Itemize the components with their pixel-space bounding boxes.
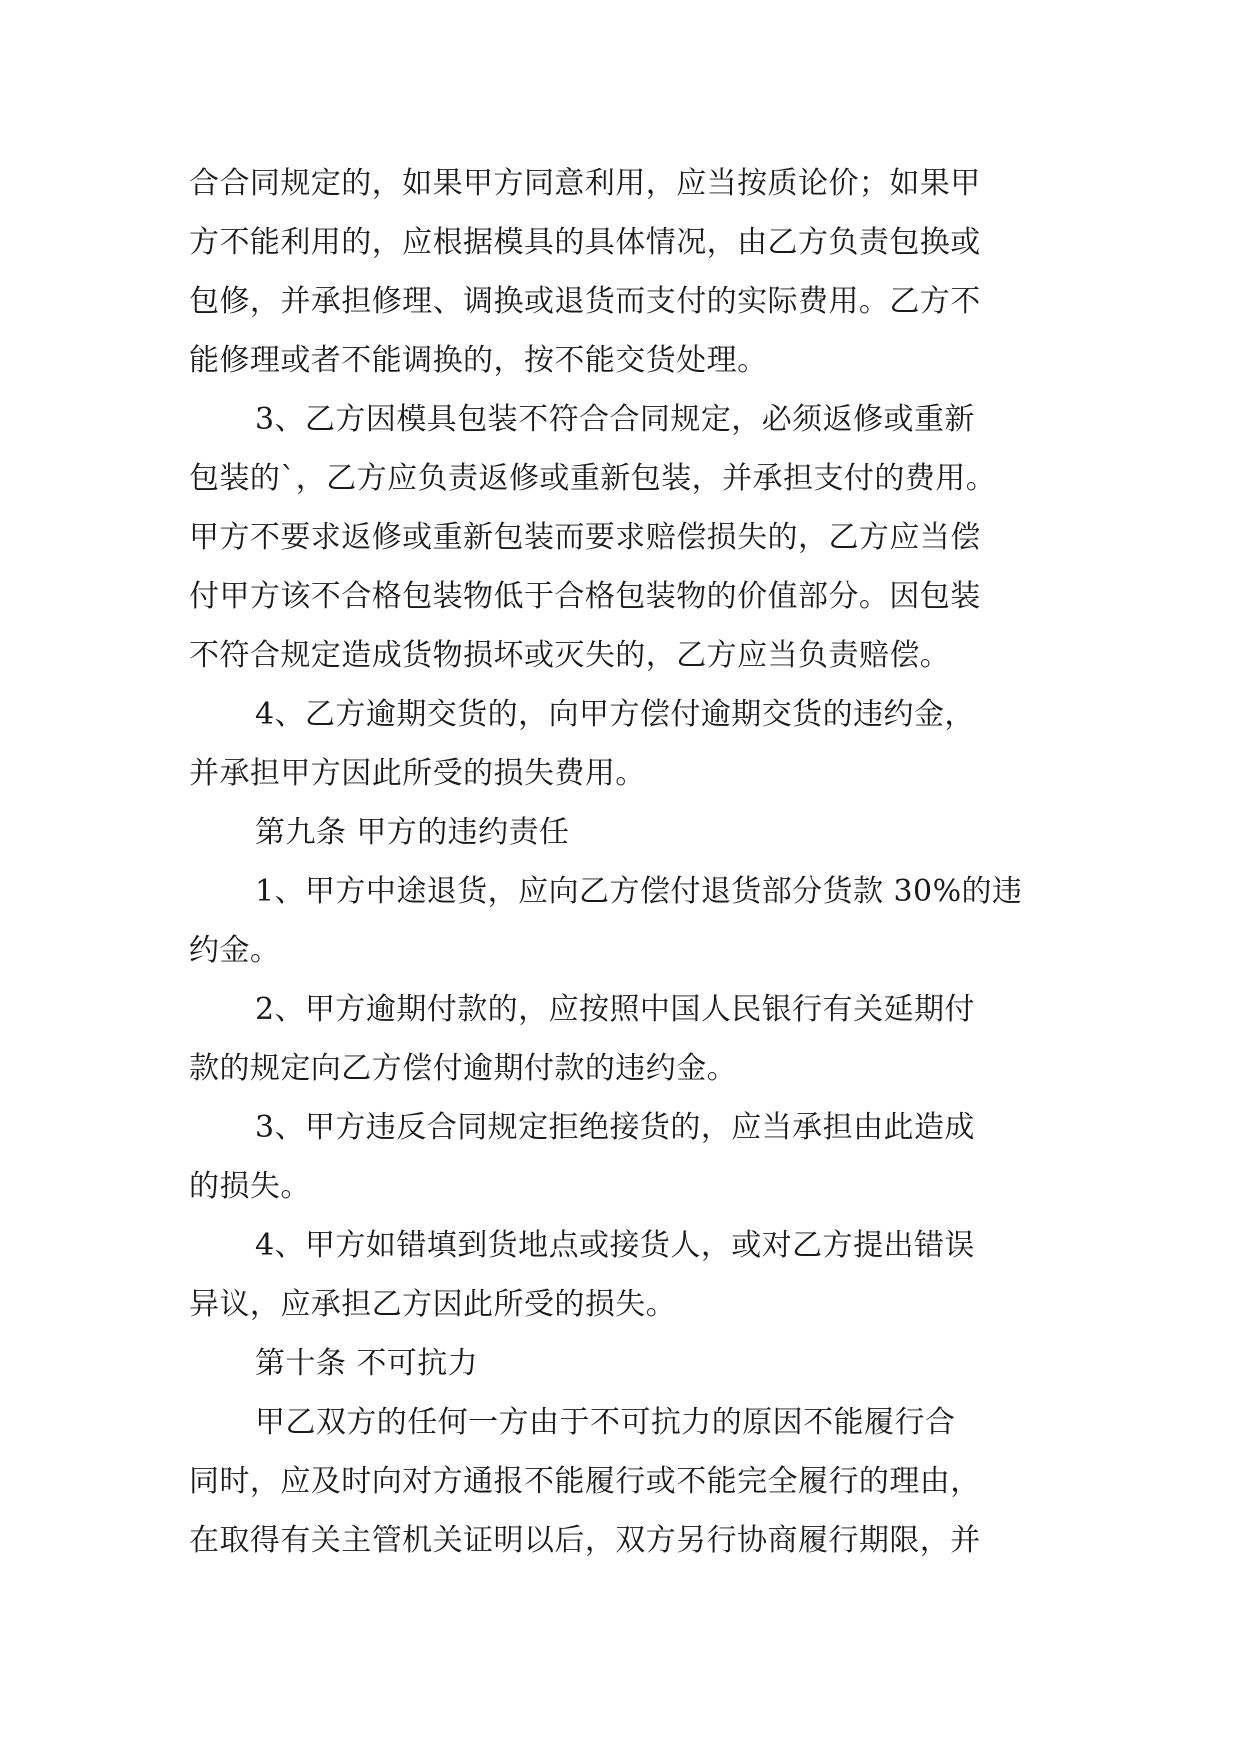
- text-line: 异议，应承担乙方因此所受的损失。: [189, 1287, 677, 1322]
- article-10-heading: 第十条 不可抗力: [255, 1346, 479, 1381]
- text-line: 并承担甲方因此所受的损失费用。: [189, 756, 646, 791]
- clause-item-3: 3、乙方因模具包装不符合合同规定，必须返修或重新: [255, 402, 975, 437]
- article-9-item-1: 1、甲方中途退货，应向乙方偿付退货部分货款 30%的违: [255, 874, 1023, 909]
- text-line: 不符合规定造成货物损坏或灭失的，乙方应当负责赔偿。: [189, 638, 951, 673]
- article-9-item-4: 4、甲方如错填到货地点或接货人，或对乙方提出错误: [255, 1228, 975, 1263]
- text-line: 同时，应及时向对方通报不能履行或不能完全履行的理由，: [189, 1464, 981, 1499]
- text-line: 约金。: [189, 933, 281, 968]
- text-line: 在取得有关主管机关证明以后，双方另行协商履行期限，并: [189, 1523, 981, 1558]
- article-9-heading: 第九条 甲方的违约责任: [255, 815, 570, 850]
- text-line: 的损失。: [189, 1169, 311, 1204]
- article-9-item-2: 2、甲方逾期付款的，应按照中国人民银行有关延期付: [255, 992, 975, 1027]
- text-line: 包装的`，乙方应负责返修或重新包装，并承担支付的费用。: [189, 461, 997, 496]
- text-line: 方不能利用的，应根据模具的具体情况，由乙方负责包换或: [189, 225, 981, 260]
- text-line: 能修理或者不能调换的，按不能交货处理。: [189, 343, 768, 378]
- clause-item-4: 4、乙方逾期交货的，向甲方偿付逾期交货的违约金，: [255, 697, 975, 732]
- text-line: 付甲方该不合格包装物低于合格包装物的价值部分。因包装: [189, 579, 981, 614]
- document-body: [189, 154, 1069, 1570]
- text-line: 甲方不要求返修或重新包装而要求赔偿损失的，乙方应当偿: [189, 520, 981, 555]
- article-9-item-3: 3、甲方违反合同规定拒绝接货的，应当承担由此造成: [255, 1110, 975, 1145]
- text-line: 包修，并承担修理、调换或退货而支付的实际费用。乙方不: [189, 284, 981, 319]
- text-line: 合合同规定的，如果甲方同意利用，应当按质论价；如果甲: [189, 166, 981, 201]
- article-10-paragraph: 甲乙双方的任何一方由于不可抗力的原因不能履行合: [255, 1405, 956, 1440]
- text-line: 款的规定向乙方偿付逾期付款的违约金。: [189, 1051, 738, 1086]
